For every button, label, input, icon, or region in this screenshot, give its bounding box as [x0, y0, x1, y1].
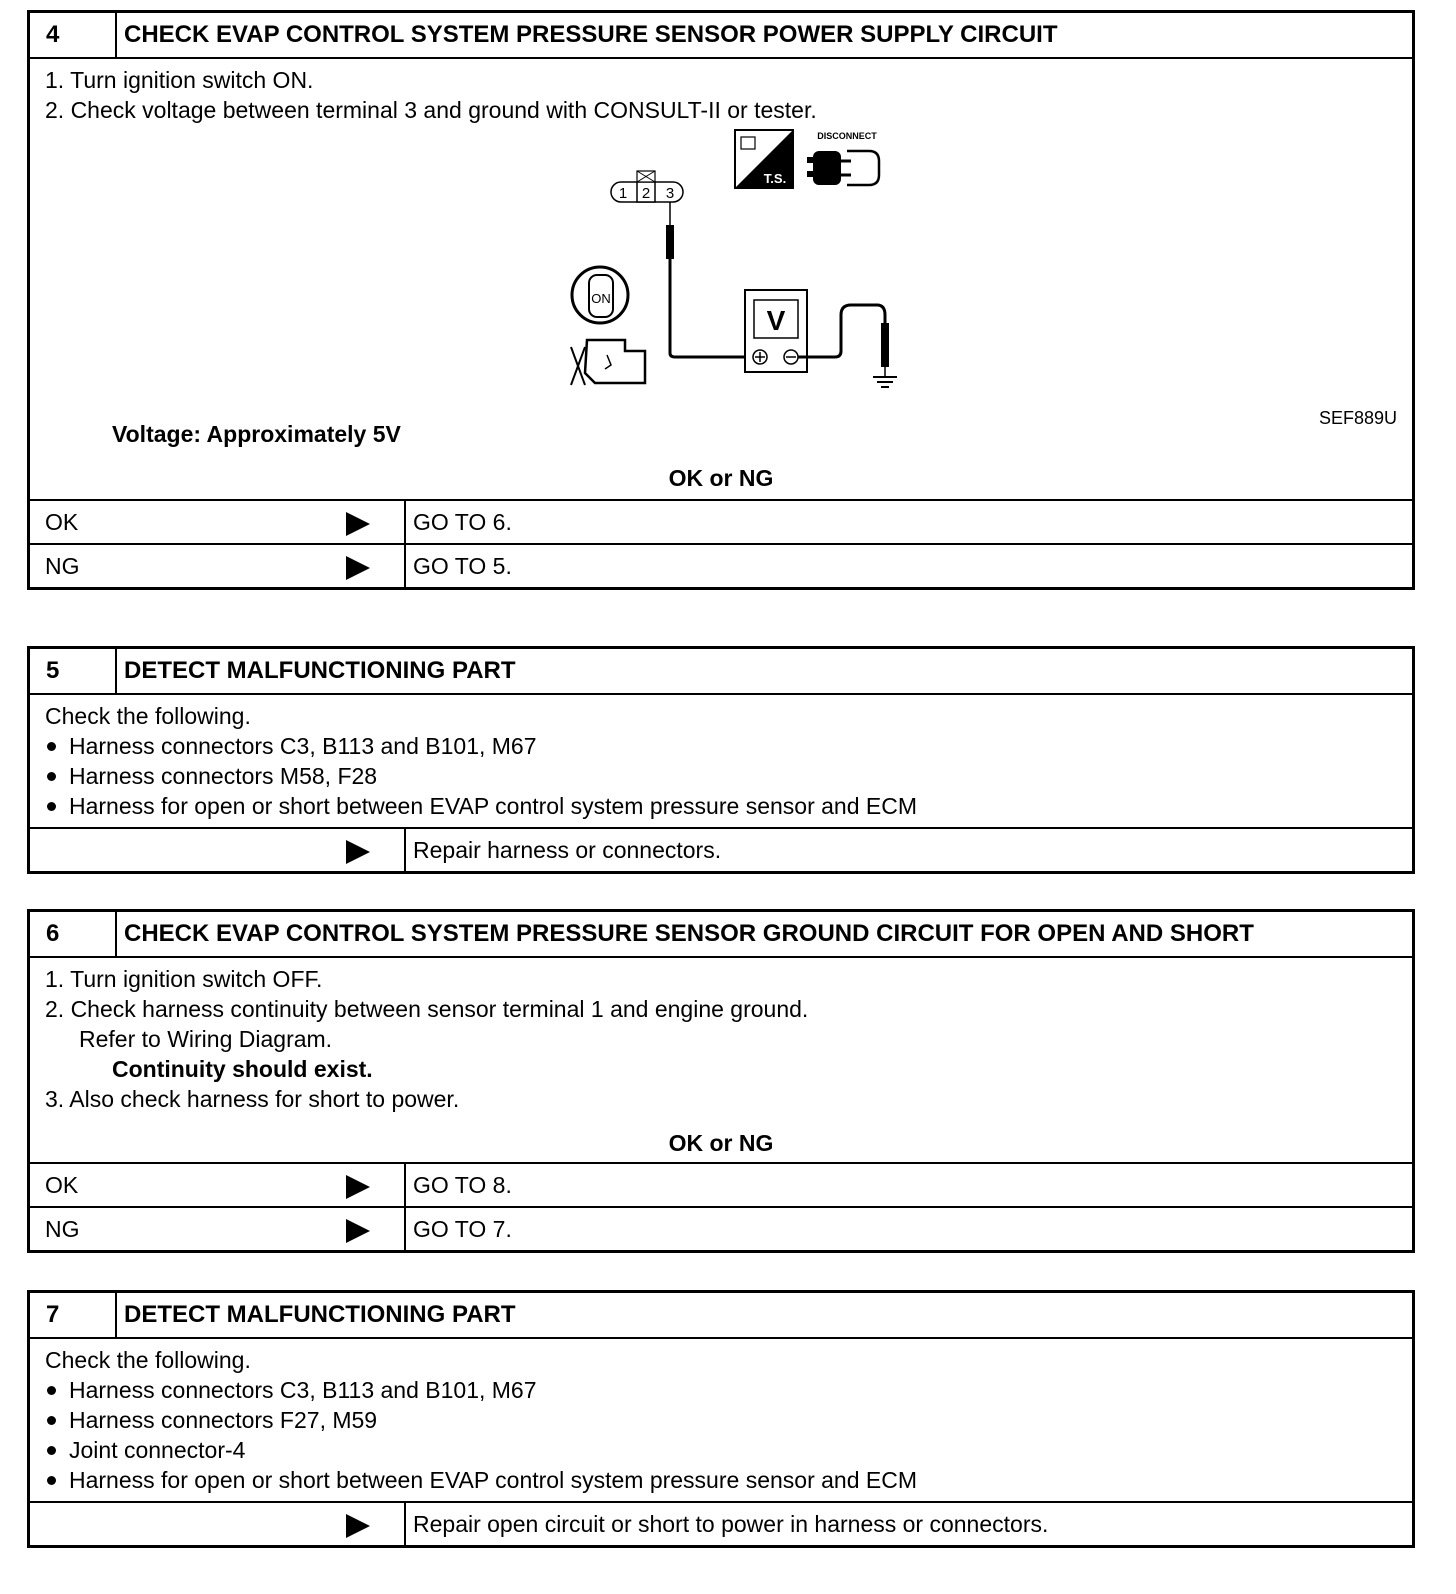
disconnect-label: DISCONNECT [817, 131, 877, 141]
result-row [30, 1501, 1412, 1545]
instruction-line: 2. Check voltage between terminal 3 and ground with CONSULT-II or tester. [45, 97, 817, 123]
result-status: OK [45, 1172, 79, 1198]
result-action: GO TO 6. [413, 509, 512, 535]
voltage-check-diagram [535, 125, 915, 405]
step-number: 5 [30, 649, 117, 693]
result-action: Repair harness or connectors. [413, 837, 722, 863]
ts-label: T.S. [763, 171, 787, 186]
instruction-line: 1. Turn ignition switch ON. [45, 67, 314, 93]
step-header [30, 912, 1412, 958]
step-7-block [27, 1290, 1415, 1548]
bullet-icon [47, 772, 56, 781]
step-header [30, 13, 1412, 59]
step-title: DETECT MALFUNCTIONING PART [124, 1301, 516, 1328]
instruction-line: 3. Also check harness for short to power. [45, 1086, 460, 1112]
connector-icon [611, 171, 683, 202]
instruction-line: 1. Turn ignition switch OFF. [45, 966, 323, 992]
bullet-icon [47, 1446, 56, 1455]
bullet-icon [47, 742, 56, 751]
ok-ng-label: OK or NG [668, 1130, 774, 1156]
intro-text: Check the following. [45, 703, 251, 729]
result-action: GO TO 8. [413, 1172, 512, 1198]
bullet-icon [47, 1386, 56, 1395]
result-action: GO TO 7. [413, 1216, 512, 1242]
step-header [30, 1293, 1412, 1339]
voltmeter-icon [745, 290, 807, 372]
ignition-label: ON [591, 291, 611, 306]
check-item: Harness for open or short between EVAP control system pressure sensor and ECM [45, 791, 1412, 821]
disconnect-icon [807, 131, 879, 185]
result-status: OK [45, 509, 79, 535]
check-item: Harness connectors F27, M59 [45, 1405, 1412, 1435]
result-row-ok [30, 499, 1412, 543]
result-status: NG [45, 1216, 80, 1242]
result-row-ng [30, 1206, 1412, 1250]
step-header [30, 649, 1412, 695]
ignition-key-icon [572, 267, 628, 323]
check-item: Harness connectors M58, F28 [45, 761, 1412, 791]
step-body [30, 1339, 1412, 1501]
arrow-icon [346, 1514, 370, 1538]
arrow-icon [346, 556, 370, 580]
arrow-icon [346, 1219, 370, 1243]
result-row [30, 827, 1412, 871]
test-mode-icon [735, 130, 793, 188]
arrow-icon [346, 1175, 370, 1199]
step-number: 6 [30, 912, 117, 956]
step-number: 7 [30, 1293, 117, 1337]
step-title: CHECK EVAP CONTROL SYSTEM PRESSURE SENSOR GROUND CIRCUIT FOR OPEN AND SHORT [124, 920, 1254, 947]
terminal-label: 3 [665, 185, 675, 202]
step-number: 4 [30, 13, 117, 57]
figure-code: SEF889U [1318, 408, 1397, 428]
ground-icon [873, 367, 897, 387]
result-row-ok [30, 1162, 1412, 1206]
check-item: Harness for open or short between EVAP control system pressure sensor and ECM [45, 1465, 1412, 1495]
continuity-spec: Continuity should exist. [112, 1056, 373, 1082]
step-5-block [27, 646, 1415, 874]
result-row-ng [30, 543, 1412, 587]
result-status: NG [45, 553, 80, 579]
voltage-spec: Voltage: Approximately 5V [112, 421, 401, 447]
arrow-icon [346, 512, 370, 536]
bullet-icon [47, 1476, 56, 1485]
instruction-subline: Refer to Wiring Diagram. [79, 1026, 333, 1052]
step-6-block [27, 909, 1415, 1253]
bullet-icon [47, 802, 56, 811]
step-body [30, 695, 1412, 827]
step-body [30, 958, 1412, 1162]
step-title: DETECT MALFUNCTIONING PART [124, 657, 516, 684]
bullet-icon [47, 1416, 56, 1425]
voltage-check-figure [45, 125, 1412, 455]
check-item: Joint connector-4 [45, 1435, 1412, 1465]
ok-ng-label: OK or NG [668, 465, 774, 491]
step-body [30, 59, 1412, 493]
terminal-label: 1 [618, 185, 628, 202]
meter-label: V [766, 305, 786, 336]
result-action: GO TO 5. [413, 553, 512, 579]
step-4-block [27, 10, 1415, 590]
step-title: CHECK EVAP CONTROL SYSTEM PRESSURE SENSOR POWER SUPPLY CIRCUIT [124, 21, 1058, 48]
check-item: Harness connectors C3, B113 and B101, M67 [45, 731, 1412, 761]
terminal-label: 2 [641, 185, 651, 202]
result-action: Repair open circuit or short to power in harness or connectors. [413, 1511, 1049, 1537]
engine-icon [571, 340, 645, 385]
arrow-icon [346, 840, 370, 864]
intro-text: Check the following. [45, 1347, 251, 1373]
instruction-line: 2. Check harness continuity between sensor terminal 1 and engine ground. [45, 996, 809, 1022]
check-item: Harness connectors C3, B113 and B101, M67 [45, 1375, 1412, 1405]
